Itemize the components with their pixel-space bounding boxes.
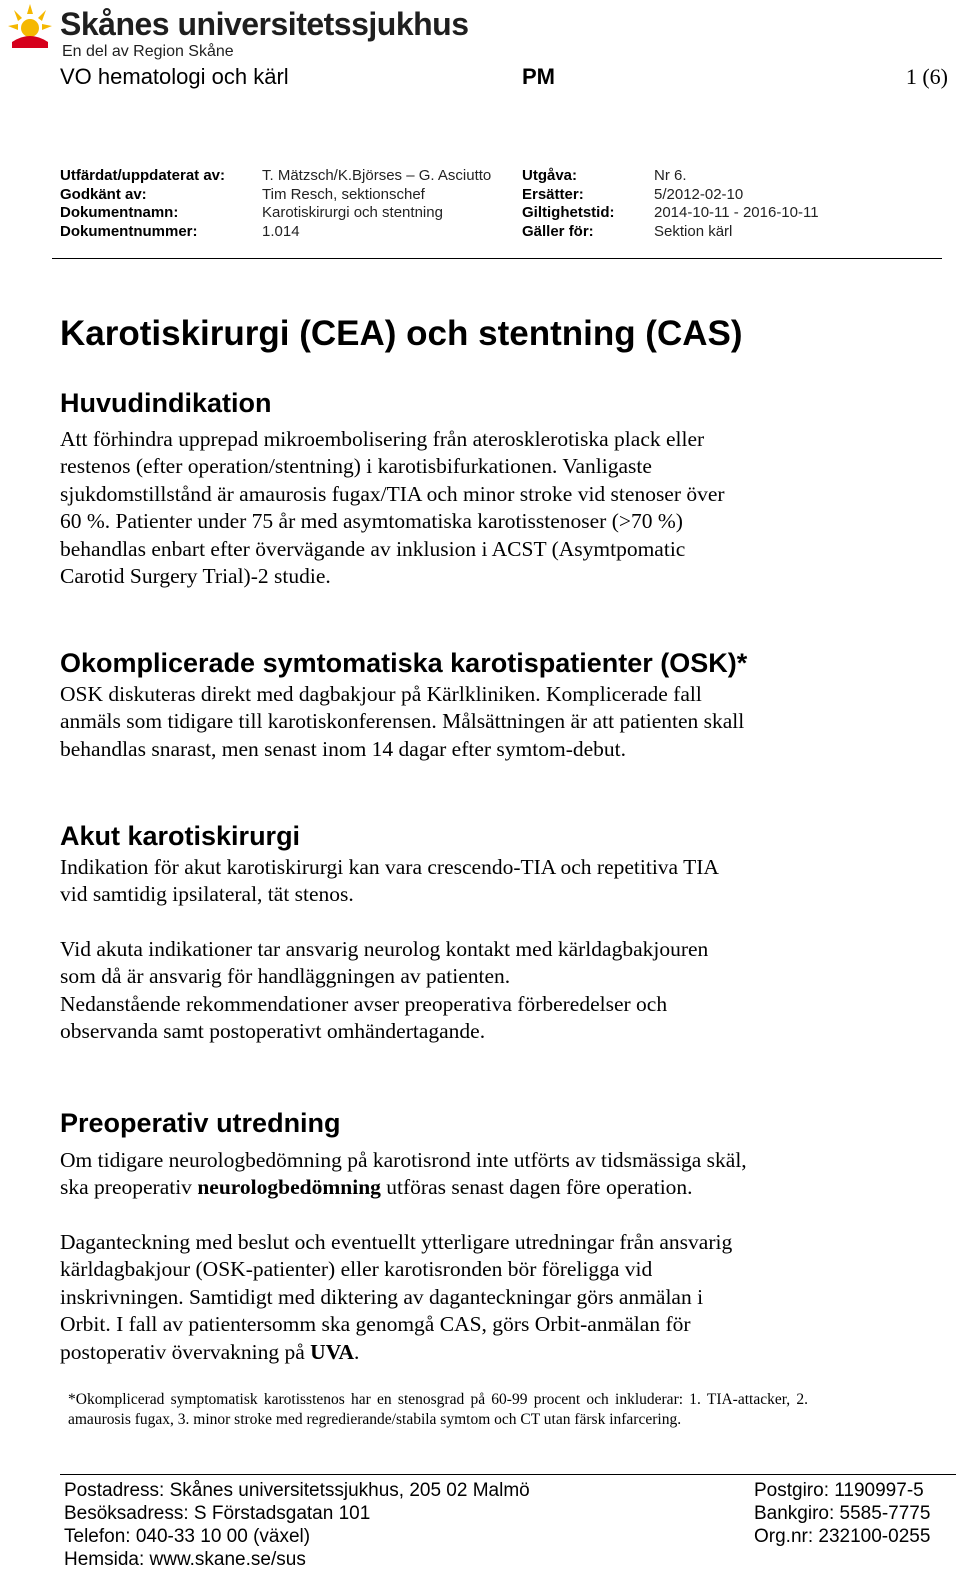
text-line: Indikation för akut karotiskirurgi kan vara crescendo-TIA och repetitiva TIA [60,855,719,879]
text-line: sjukdomstillstånd är amaurosis fugax/TIA och minor stroke vid stenoser över [60,481,725,506]
paragraph-preop-1 [60,1147,840,1202]
meta-value: Sektion kärl [654,222,733,240]
org-name: Skånes universitetssjukhus [60,6,469,42]
text-line: Vid akuta indikationer tar ansvarig neurolog kontakt med kärldagbakjouren [60,937,709,961]
text-line [60,1339,840,1366]
text-line: behandlas snarast, men senast inom 14 dagar efter symtom-debut. [60,736,627,761]
text-line: Carotid Surgery Trial)-2 studie. [60,564,331,589]
bold-text: UVA [310,1339,354,1364]
meta-value: 1.014 [262,222,300,240]
text-line: Orbit. I fall av patientersomm ska genomgå CAS, görs Orbit-anmälan för [60,1312,691,1337]
meta-value: Karotiskirurgi och stentning [262,204,443,221]
footer-line: Besöksadress: S Förstadsgatan 101 [64,1503,371,1524]
page-number: 1 (6) [905,64,948,89]
text-line: OSK diskuteras direkt med dagbakjour på Kärlkliniken. Komplicerade fall [60,682,702,706]
org-subtitle: En del av Region Skåne [62,43,234,60]
text-line: Om tidigare neurologbedömning på karotisrond inte utförts av tidsmässiga skäl, [60,1148,747,1172]
paragraph-akut-1 [60,854,840,909]
paragraph-akut-2 [60,936,840,1046]
region-skane-logo-icon [6,2,54,50]
meta-labels-left [60,167,225,241]
text-line: 60 %. Patienter under 75 år med asymtomatiska karotisstenoser (>70 %) [60,509,683,534]
meta-value: 2014-10-11 - 2016-10-11 [654,204,819,221]
footer-line: Postadress: Skånes universitetssjukhus, 205 02 Malmö [64,1480,530,1501]
meta-label: Utfärdat/uppdaterat av: [60,167,226,184]
meta-label: Ersätter: [522,185,584,203]
footer-line: Org.nr: 232100-0255 [754,1526,931,1547]
header-divider [52,258,942,259]
text-span: . [353,1339,360,1364]
text-line: behandlas enbart efter övervägande av inklusion i ACST (Asymtpomatic [60,536,686,561]
meta-value: Tim Resch, sektionschef [262,185,425,203]
meta-label: Godkänt av: [60,185,147,203]
meta-label: Utgåva: [522,167,578,184]
text-line: Daganteckning med beslut och eventuellt ytterligare utredningar från ansvarig [60,1230,733,1254]
footer-line: Hemsida: www.skane.se/sus [64,1549,306,1570]
text-line: inskrivningen. Samtidigt med diktering av daganteckningar görs anmälan i [60,1284,704,1309]
text-line: anmäls som tidigare till karotiskonferensen. Målsättningen är att patienten skall [60,709,745,734]
meta-labels-right [522,167,615,241]
meta-values-left [262,167,491,241]
text-span: utföras senast dagen före operation. [380,1175,693,1200]
text-line: Att förhindra upprepad mikroembolisering från aterosklerotiska plack eller [60,427,705,451]
meta-value: Nr 6. [654,167,687,184]
heading-osk: Okomplicerade symtomatiska karotispatienter (OSK)* [60,648,748,678]
footnote: *Okomplicerad symptomatisk karotisstenos har en stenosgrad på 60-99 procent och inkluderar: 1. TIA-attacker, 2. amaurosis fugax, 3. minor stroke med regredierande/stabila symtom och CT utan färsk infarcering. [68,1391,808,1428]
meta-label: Gäller för: [522,222,594,240]
meta-value: 5/2012-02-10 [654,185,744,203]
footer-divider [60,1474,956,1475]
meta-label: Giltighetstid: [522,204,615,221]
footer-line: Bankgiro: 5585-7775 [754,1503,931,1524]
heading-preoperativ: Preoperativ utredning [60,1108,341,1138]
meta-label: Dokumentnamn: [60,204,179,221]
text-span: postoperativ övervakning på [60,1339,311,1364]
paragraph-preop-2 [60,1229,840,1366]
text-line: observanda samt postoperativt omhändertagande. [60,1019,486,1044]
text-line [60,1174,840,1201]
footer-finance [754,1479,930,1548]
text-line: vid samtidig ipsilateral, tät stenos. [60,882,354,907]
text-line: Nedanstående rekommendationer avser preoperativa förberedelser och [60,991,668,1016]
paragraph-huvudindikation [60,426,840,590]
heading-huvudindikation: Huvudindikation [60,388,272,418]
meta-label: Dokumentnummer: [60,222,198,240]
footer-line: Postgiro: 1190997-5 [754,1480,924,1501]
heading-akut: Akut karotiskirurgi [60,821,301,851]
department-name: VO hematologi och kärl [60,64,289,89]
footer-address [64,1479,530,1571]
text-line: restenos (efter operation/stentning) i karotisbifurkationen. Vanligaste [60,454,652,479]
text-span: ska preoperativ [60,1175,198,1200]
meta-values-right [654,167,819,241]
paragraph-osk [60,681,840,763]
meta-value: T. Mätzsch/K.Björses – G. Asciutto [262,167,492,184]
document-type: PM [522,64,555,89]
text-line: som då är ansvarig för handläggningen av patienten. [60,964,511,989]
bold-text: neurologbedömning [197,1175,381,1200]
text-line: kärldagbakjour (OSK-patienter) eller karotisronden bör föreligga vid [60,1257,653,1282]
document-title: Karotiskirurgi (CEA) och stentning (CAS) [60,314,743,353]
footer-line: Telefon: 040-33 10 00 (växel) [64,1526,311,1547]
